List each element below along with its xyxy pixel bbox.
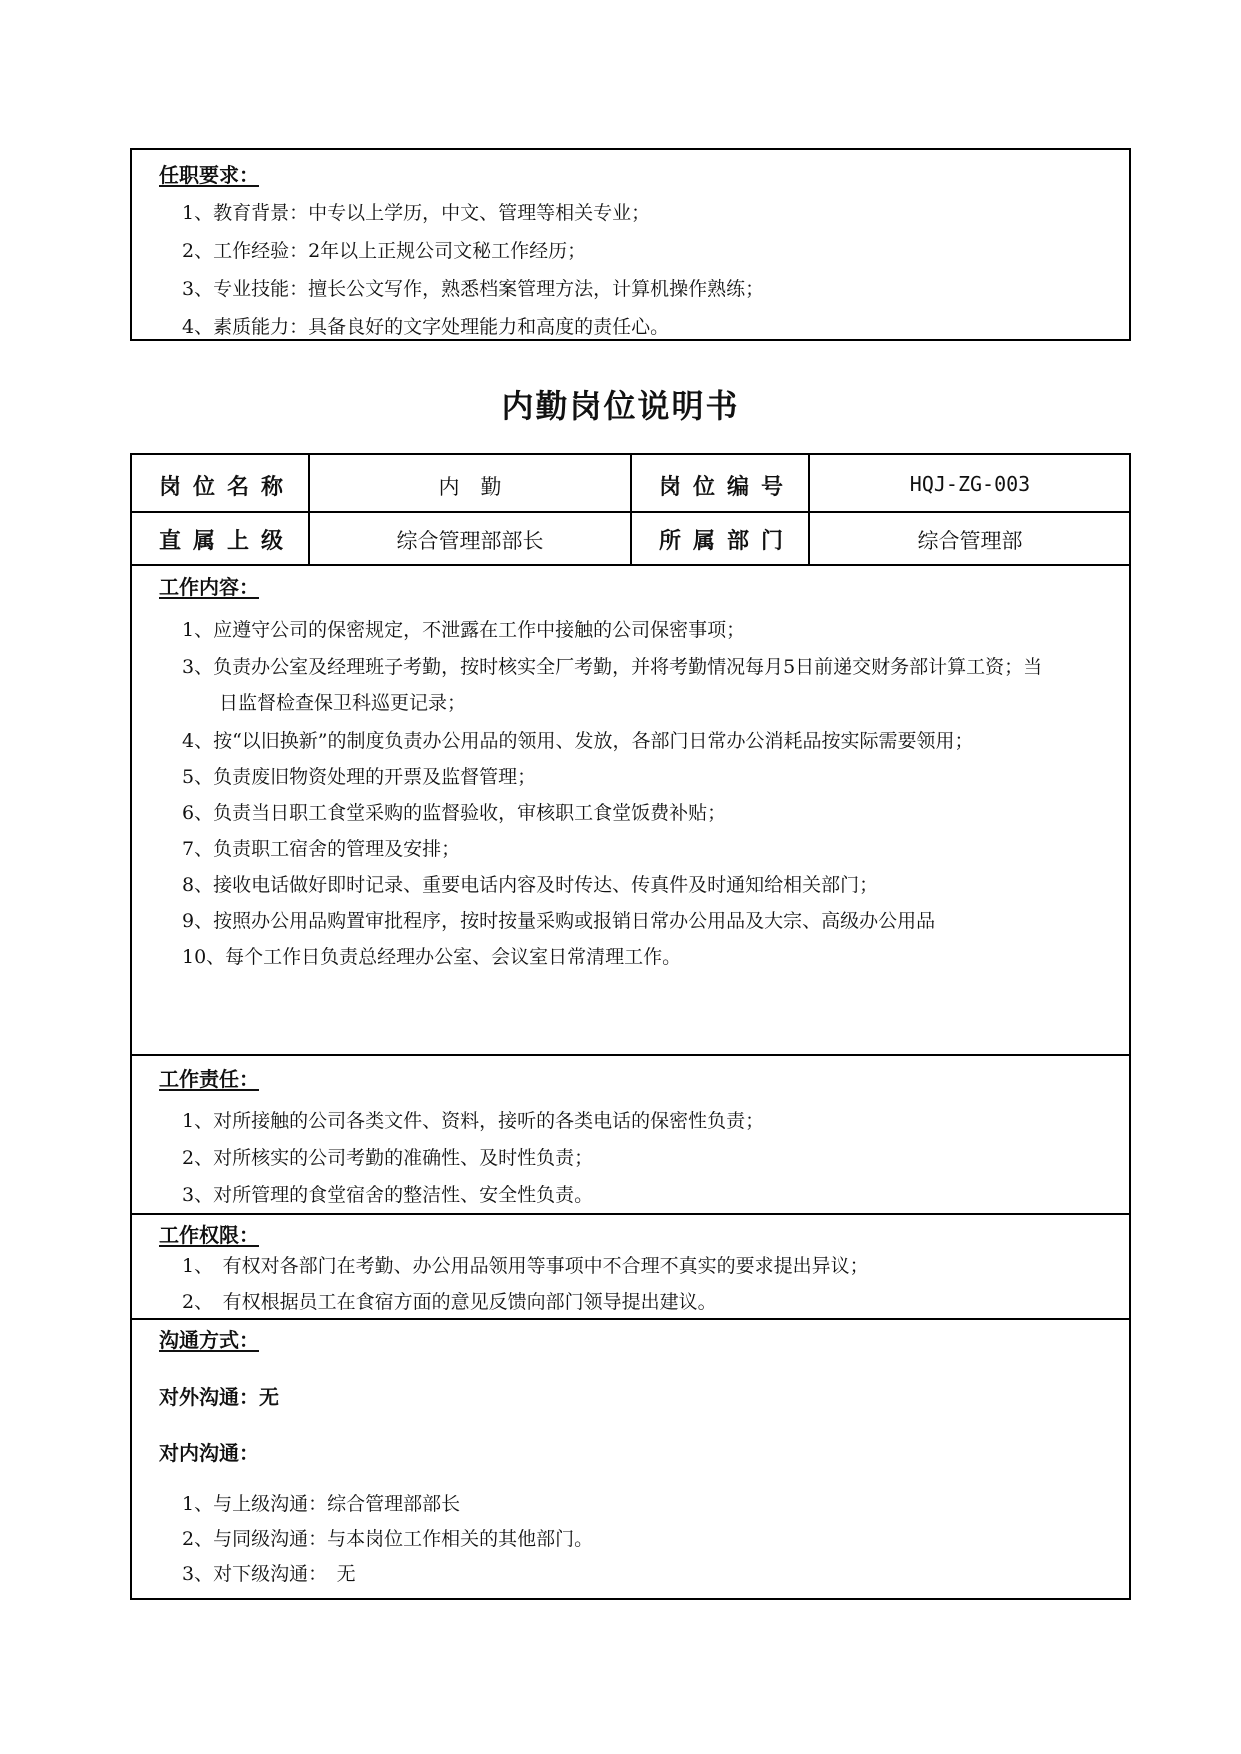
- authority-item: 1、 有权对各部门在考勤、办公用品领用等事项中不合理不真实的要求提出异议；: [182, 1255, 869, 1277]
- work-content-item: 9、按照办公用品购置审批程序，按时按量采购或报销日常办公用品及大宗、高级办公用品: [182, 910, 936, 932]
- main-form-box: [130, 453, 1131, 1600]
- requirements-box: [130, 148, 1131, 341]
- divider: [132, 1318, 1129, 1320]
- work-content-item: 日监督检查保卫科巡更记录；: [219, 692, 467, 714]
- requirements-item: 2、工作经验：2年以上正规公司文秘工作经历；: [182, 240, 587, 262]
- work-content-item: 3、负责办公室及经理班子考勤，按时核实全厂考勤，并将考勤情况每月5日前递交财务部计算工资；当: [182, 656, 1043, 678]
- responsibility-item: 2、对所核实的公司考勤的准确性、及时性负责；: [182, 1147, 594, 1169]
- internal-communication: 对内沟通：: [159, 1441, 259, 1465]
- requirements-item: 1、教育背景：中专以上学历，中文、管理等相关专业；: [182, 202, 651, 224]
- work-content-item: 8、接收电话做好即时记录、重要电话内容及时传达、传真件及时通知给相关部门；: [182, 874, 879, 896]
- divider: [132, 1054, 1129, 1056]
- authority-heading: 工作权限：: [159, 1223, 259, 1247]
- authority-item: 2、 有权根据员工在食宿方面的意见反馈向部门领导提出建议。: [182, 1291, 717, 1313]
- department-label: 所属部门: [659, 529, 796, 554]
- responsibility-heading: 工作责任：: [159, 1067, 259, 1091]
- work-content-item: 7、负责职工宿舍的管理及安排；: [182, 838, 461, 860]
- position-name-label: 岗位名称: [159, 475, 296, 500]
- divider: [132, 1213, 1129, 1215]
- work-content-item: 4、按“以旧换新”的制度负责办公用品的领用、发放，各部门日常办公消耗品按实际需要领用；: [182, 730, 974, 752]
- position-no-value: HQJ-ZG-003: [909, 472, 1031, 496]
- department-value: 综合管理部: [917, 529, 1023, 553]
- requirements-item: 4、素质能力：具备良好的文字处理能力和高度的责任心。: [182, 316, 670, 338]
- work-content-item: 5、负责废旧物资处理的开票及监督管理；: [182, 766, 537, 788]
- document-title: 内勤岗位说明书: [501, 387, 740, 425]
- communication-item: 2、与同级沟通：与本岗位工作相关的其他部门。: [182, 1528, 594, 1550]
- work-content-heading: 工作内容：: [159, 575, 259, 599]
- divider: [630, 455, 632, 565]
- communication-item: 3、对下级沟通： 无: [182, 1563, 356, 1585]
- communication-item: 1、与上级沟通：综合管理部部长: [182, 1493, 461, 1515]
- requirements-heading: 任职要求：: [159, 163, 259, 187]
- superior-label: 直属上级: [159, 529, 296, 554]
- position-no-label: 岗位编号: [659, 475, 796, 500]
- work-content-item: 10、每个工作日负责总经理办公室、会议室日常清理工作。: [182, 946, 682, 968]
- requirements-item: 3、专业技能：擅长公文写作，熟悉档案管理方法，计算机操作熟练；: [182, 278, 765, 300]
- communication-heading: 沟通方式：: [159, 1328, 259, 1352]
- responsibility-item: 3、对所管理的食堂宿舍的整洁性、安全性负责。: [182, 1184, 594, 1206]
- superior-value: 综合管理部部长: [396, 529, 544, 553]
- external-communication: 对外沟通：无: [159, 1385, 279, 1409]
- work-content-item: 6、负责当日职工食堂采购的监督验收，审核职工食堂饭费补贴；: [182, 802, 727, 824]
- position-name-value: 内 勤: [438, 475, 502, 499]
- responsibility-item: 1、对所接触的公司各类文件、资料，接听的各类电话的保密性负责；: [182, 1110, 765, 1132]
- work-content-item: 1、应遵守公司的保密规定，不泄露在工作中接触的公司保密事项；: [182, 619, 746, 641]
